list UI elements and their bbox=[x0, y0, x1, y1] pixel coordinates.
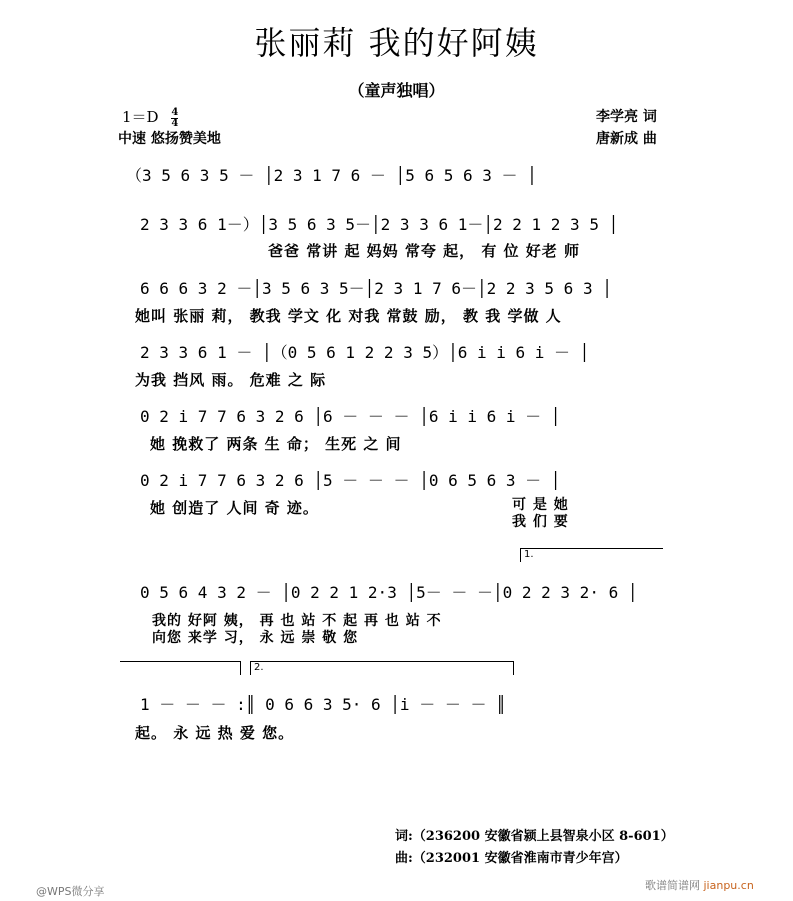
score-row-1: （3 5 6 3 5 － │2 3 1 7 6 － │5 6 5 6 3 － │ bbox=[126, 166, 537, 185]
lyrics-row-2: 爸爸 常讲 起 妈妈 常夸 起， 有 位 好老 师 bbox=[268, 242, 581, 260]
song-title: 张丽莉 我的好阿姨 bbox=[254, 24, 539, 62]
subtitle: （童声独唱） bbox=[348, 81, 445, 100]
key-label: 1＝D bbox=[122, 108, 159, 126]
key-signature bbox=[122, 106, 178, 129]
lyrics-row-8: 起。 永 远 热 爱 您。 bbox=[135, 724, 295, 742]
jianpu-watermark: 歌谱简谱网 jianpu.cn bbox=[645, 879, 754, 892]
lyricist-credit: 李学亮 词 bbox=[596, 109, 657, 125]
volta-1-continuation bbox=[120, 661, 240, 662]
lyrics-row-4: 为我 挡风 雨。 危难 之 际 bbox=[135, 371, 327, 389]
score-row-3: 6 6 6 3 2 －│3 5 6 3 5－│2 3 1 7 6－│2 2 3 5 6 3 │ bbox=[140, 279, 612, 298]
tempo-marking: 中速 悠扬赞美地 bbox=[118, 131, 221, 147]
composer-credit: 唐新成 曲 bbox=[596, 131, 657, 147]
volta-1-hook bbox=[520, 548, 521, 562]
composer-address: 曲:（232001 安徽省淮南市青少年宫） bbox=[395, 851, 628, 866]
time-signature: $\frac{4}{4}$ bbox=[171, 106, 179, 129]
volta-1-end-hook bbox=[240, 661, 241, 675]
volta-1-label: 1. bbox=[524, 549, 534, 560]
lyrics-row-7-verse-2: 向您 来学 习， 永 远 崇 敬 您 bbox=[152, 630, 359, 646]
lyrics-row-7: 我的 好阿 姨， 再 也 站 不 起 再 也 站 不 bbox=[152, 613, 442, 629]
wps-watermark: @WPS微分享 bbox=[36, 885, 105, 898]
lyrics-row-6-branch: 可 是 她 我 们 要 bbox=[512, 497, 569, 530]
volta-2-hook bbox=[250, 661, 251, 675]
lyrics-row-6: 她 创造了 人间 奇 迹。 bbox=[150, 499, 319, 517]
volta-1-bracket bbox=[520, 548, 663, 549]
lyrics-row-5: 她 挽救了 两条 生 命； 生死 之 间 bbox=[150, 435, 402, 453]
score-row-8: 1 － － － :║ 0 6 6 3 5· 6 │i － － － ║ bbox=[140, 695, 506, 714]
volta-2-end-hook bbox=[513, 661, 514, 675]
volta-2-label: 2. bbox=[254, 662, 264, 673]
lyrics-row-3: 她叫 张丽 莉， 教我 学文 化 对我 常鼓 励， 教 我 学做 人 bbox=[135, 307, 562, 325]
score-row-5: 0 2 i 7 7 6 3 2 6 │6 － － － │6 i i 6 i － │ bbox=[140, 407, 561, 426]
volta-2-bracket bbox=[250, 661, 513, 662]
lyricist-address: 词:（236200 安徽省颍上县智泉小区 8-601） bbox=[395, 829, 674, 844]
score-row-7: 0 5 6 4 3 2 － │0 2 2 1 2·3 │5－ － －│0 2 2 3 2· 6 │ bbox=[140, 583, 638, 602]
score-row-6: 0 2 i 7 7 6 3 2 6 │5 － － － │0 6 5 6 3 － │ bbox=[140, 471, 561, 490]
score-row-4: 2 3 3 6 1 － │（0 5 6 1 2 2 3 5）│6 i i 6 i － │ bbox=[140, 343, 590, 362]
score-row-2: 2 3 3 6 1－）│3 5 6 3 5－│2 3 3 6 1－│2 2 1 2 3 5 │ bbox=[140, 215, 619, 234]
